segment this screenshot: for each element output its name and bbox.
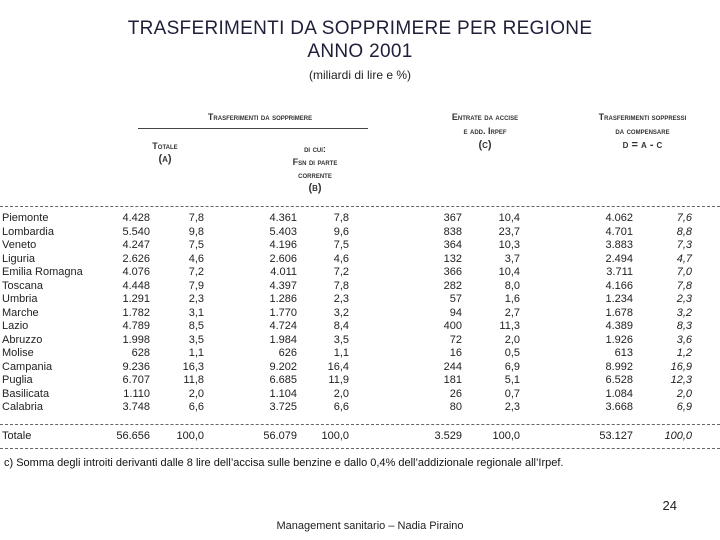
- pct-a: 1,1: [188, 347, 204, 359]
- value-b: 4.196: [269, 239, 297, 251]
- pct-b: 7,5: [333, 239, 349, 251]
- slide-title-line-1: TRASFERIMENTI DA SOPPRIMERE PER REGIONE: [127, 18, 593, 39]
- pct-d: 1,2: [676, 347, 692, 359]
- value-b: 4.397: [269, 279, 297, 292]
- value-c: 16: [449, 347, 462, 359]
- header-rule: [138, 128, 368, 129]
- value-d: 4.166: [605, 279, 633, 292]
- pct-a: 2,0: [188, 387, 204, 400]
- page-number: 24: [662, 498, 677, 513]
- region-name: Calabria: [2, 401, 43, 413]
- value-c: 80: [449, 401, 462, 413]
- note-rule: [0, 448, 720, 449]
- table-row: [0, 361, 720, 375]
- region-name: Abruzzo: [2, 333, 43, 346]
- value-b: 2.606: [269, 252, 297, 265]
- table-top-rule: [0, 206, 720, 207]
- region-name: Molise: [2, 347, 34, 359]
- value-b: 4.361: [269, 212, 297, 224]
- value-b: 9.202: [269, 360, 297, 373]
- value-a: 5.540: [122, 225, 150, 238]
- pct-b: 9,6: [333, 225, 349, 238]
- value-c: 364: [443, 239, 462, 251]
- value-c: 94: [449, 306, 462, 319]
- value-d: 1.234: [605, 293, 633, 305]
- total-a-pct: 100,0: [176, 430, 204, 442]
- total-b-pct: 100,0: [321, 430, 349, 442]
- pct-d: 7,8: [676, 279, 692, 292]
- pct-b: 3,5: [333, 333, 349, 346]
- pct-b: 16,4: [327, 360, 349, 373]
- total-c-pct: 100,0: [492, 430, 520, 442]
- pct-a: 8,5: [188, 320, 204, 332]
- pct-a: 9,8: [188, 225, 204, 238]
- value-b: 1.984: [269, 333, 297, 346]
- pct-d: 7,0: [676, 266, 692, 278]
- pct-d: 8,3: [676, 320, 692, 332]
- header-entrate: Entrate da accise: [451, 112, 519, 122]
- table-row: [0, 266, 720, 280]
- pct-d: 3,2: [676, 306, 692, 319]
- slide-subtitle: (miliardi di lire e %): [308, 68, 412, 82]
- table-row: [0, 347, 720, 361]
- pct-a: 7,8: [188, 212, 204, 224]
- pct-a: 11,8: [183, 374, 204, 386]
- value-c: 838: [443, 225, 462, 238]
- pct-c: 2,0: [504, 333, 520, 346]
- total-label: Totale: [2, 430, 32, 442]
- value-b: 5.403: [269, 225, 297, 238]
- region-name: Marche: [2, 306, 39, 319]
- total-d-pct: 100,0: [664, 430, 692, 442]
- pct-b: 2,0: [333, 387, 349, 400]
- pct-a: 2,3: [188, 293, 204, 305]
- value-a: 4.789: [122, 320, 150, 332]
- value-a: 4.247: [122, 239, 150, 251]
- pct-b: 2,3: [333, 293, 349, 305]
- pct-d: 2,0: [676, 387, 692, 400]
- table-row: [0, 307, 720, 321]
- total-d: 53.127: [599, 430, 633, 442]
- value-c: 400: [443, 320, 462, 332]
- value-b: 1.770: [269, 306, 297, 319]
- value-c: 244: [443, 360, 462, 373]
- value-d: 3.668: [605, 401, 633, 413]
- pct-c: 8,0: [504, 279, 520, 292]
- footer-text: Management sanitario – Nadia Piraino: [276, 520, 464, 532]
- value-d: 4.701: [605, 225, 633, 238]
- value-d: 3.883: [605, 239, 633, 251]
- value-a: 1.110: [123, 387, 150, 400]
- header-di-cui: di cui:: [304, 144, 326, 154]
- pct-d: 16,9: [670, 360, 692, 373]
- value-a: 4.448: [122, 279, 150, 292]
- header-entrate-2: e add. Irpef: [463, 126, 507, 136]
- pct-c: 3,7: [504, 252, 520, 265]
- pct-a: 7,5: [188, 239, 204, 251]
- table-row: [0, 239, 720, 253]
- value-b: 4.011: [270, 266, 297, 278]
- pct-a: 6,6: [188, 401, 204, 413]
- value-a: 1.998: [122, 333, 150, 346]
- pct-c: 10,3: [498, 239, 520, 251]
- pct-a: 3,1: [188, 306, 204, 319]
- pct-c: 0,5: [504, 347, 520, 359]
- pct-b: 7,2: [333, 266, 349, 278]
- pct-d: 6,9: [676, 401, 692, 413]
- value-b: 3.725: [269, 401, 297, 413]
- value-d: 1.926: [605, 333, 633, 346]
- value-a: 4.428: [122, 212, 150, 224]
- pct-c: 6,9: [504, 360, 520, 373]
- header-soppressi-2: da compensare: [615, 126, 670, 136]
- region-name: Campania: [2, 360, 53, 373]
- pct-d: 3,6: [676, 333, 692, 346]
- pct-b: 3,2: [333, 306, 349, 319]
- value-d: 1.678: [605, 306, 633, 319]
- value-d: 4.062: [605, 212, 633, 224]
- pct-b: 11,9: [328, 374, 349, 386]
- pct-d: 7,6: [676, 212, 692, 224]
- region-name: Puglia: [2, 374, 33, 386]
- value-d: 1.084: [605, 387, 633, 400]
- value-a: 4.076: [122, 266, 150, 278]
- pct-b: 7,8: [333, 279, 349, 292]
- value-a: 3.748: [122, 401, 150, 413]
- total-c: 3.529: [434, 430, 462, 442]
- pct-d: 7,3: [676, 239, 692, 251]
- value-a: 628: [131, 347, 150, 359]
- value-c: 57: [449, 293, 462, 305]
- value-c: 132: [443, 252, 462, 265]
- region-name: Toscana: [2, 279, 43, 292]
- pct-d: 2,3: [676, 293, 692, 305]
- value-b: 4.724: [269, 320, 297, 332]
- region-name: Basilicata: [2, 387, 50, 400]
- region-name: Umbria: [2, 293, 38, 305]
- header-b: (b): [308, 182, 322, 194]
- pct-a: 3,5: [188, 333, 204, 346]
- slide-title-line-2: ANNO 2001: [307, 41, 413, 62]
- table-row: [0, 401, 720, 415]
- pct-c: 5,1: [504, 374, 520, 386]
- value-d: 4.389: [605, 320, 633, 332]
- pct-b: 4,6: [333, 252, 349, 265]
- value-d: 613: [614, 347, 633, 359]
- region-name: Piemonte: [2, 212, 49, 224]
- pct-b: 6,6: [333, 401, 349, 413]
- region-name: Lazio: [2, 320, 29, 332]
- header-fsn: Fsn di parte: [292, 157, 338, 167]
- pct-b: 7,8: [333, 212, 349, 224]
- value-c: 282: [443, 279, 462, 292]
- value-b: 1.286: [269, 293, 297, 305]
- header-formula: d = a - c: [622, 139, 663, 151]
- value-a: 1.782: [122, 306, 150, 319]
- table-row: [0, 334, 720, 348]
- value-a: 6.707: [122, 374, 150, 386]
- pct-a: 4,6: [188, 252, 204, 265]
- table-bottom-rule: [0, 424, 720, 425]
- value-a: 9.236: [122, 360, 150, 373]
- footnote: c) Somma degli introiti derivanti dalle 8 lire dell’accisa sulle benzine e dallo 0,4% dell’addizionale regionale all’Irpef.: [4, 457, 564, 469]
- value-d: 3.711: [606, 266, 633, 278]
- value-b: 1.104: [269, 387, 297, 400]
- value-c: 72: [449, 333, 462, 346]
- value-c: 367: [443, 212, 462, 224]
- table-row: [0, 280, 720, 294]
- pct-c: 11,3: [499, 320, 520, 332]
- header-trasferimenti-da-sopprimere: Trasferimenti da sopprimere: [207, 112, 313, 122]
- region-name: Lombardia: [2, 225, 54, 238]
- table-row: [0, 212, 720, 226]
- total-a: 56.656: [116, 430, 150, 442]
- total-row: [0, 430, 720, 446]
- value-d: 6.528: [605, 374, 633, 386]
- pct-c: 2,7: [504, 306, 520, 319]
- header-corrente: corrente: [298, 170, 332, 180]
- value-c: 181: [443, 374, 462, 386]
- header-c: (c): [478, 139, 492, 151]
- value-a: 2.626: [122, 252, 150, 265]
- pct-c: 10,4: [498, 212, 520, 224]
- value-a: 1.291: [122, 293, 150, 305]
- pct-c: 23,7: [498, 225, 520, 238]
- table-row: [0, 374, 720, 388]
- region-name: Veneto: [2, 239, 37, 251]
- pct-c: 10,4: [498, 266, 520, 278]
- value-b: 626: [278, 347, 297, 359]
- pct-b: 8,4: [333, 320, 349, 332]
- region-name: Liguria: [2, 252, 36, 265]
- region-name: Emilia Romagna: [2, 266, 83, 278]
- table-row: [0, 293, 720, 307]
- pct-a: 7,2: [188, 266, 204, 278]
- table-row: [0, 388, 720, 402]
- header-soppressi: Trasferimenti soppressi: [598, 112, 687, 122]
- value-c: 366: [443, 266, 462, 278]
- pct-d: 8,8: [676, 225, 692, 238]
- pct-c: 2,3: [504, 401, 520, 413]
- region-table: [0, 212, 720, 415]
- table-row: [0, 253, 720, 267]
- pct-a: 7,9: [188, 279, 204, 292]
- pct-c: 1,6: [504, 293, 520, 305]
- value-d: 2.494: [605, 252, 633, 265]
- table-row: [0, 320, 720, 334]
- pct-d: 12,3: [670, 374, 692, 386]
- pct-d: 4,7: [676, 252, 692, 265]
- header-a: (a): [158, 153, 172, 165]
- header-totale: Totale: [152, 141, 178, 151]
- value-d: 8.992: [605, 360, 633, 373]
- pct-a: 16,3: [182, 360, 204, 373]
- value-c: 26: [449, 387, 462, 400]
- pct-b: 1,1: [333, 347, 349, 359]
- value-b: 6.685: [269, 374, 297, 386]
- table-row: [0, 226, 720, 240]
- pct-c: 0,7: [504, 387, 520, 400]
- total-b: 56.079: [263, 430, 297, 442]
